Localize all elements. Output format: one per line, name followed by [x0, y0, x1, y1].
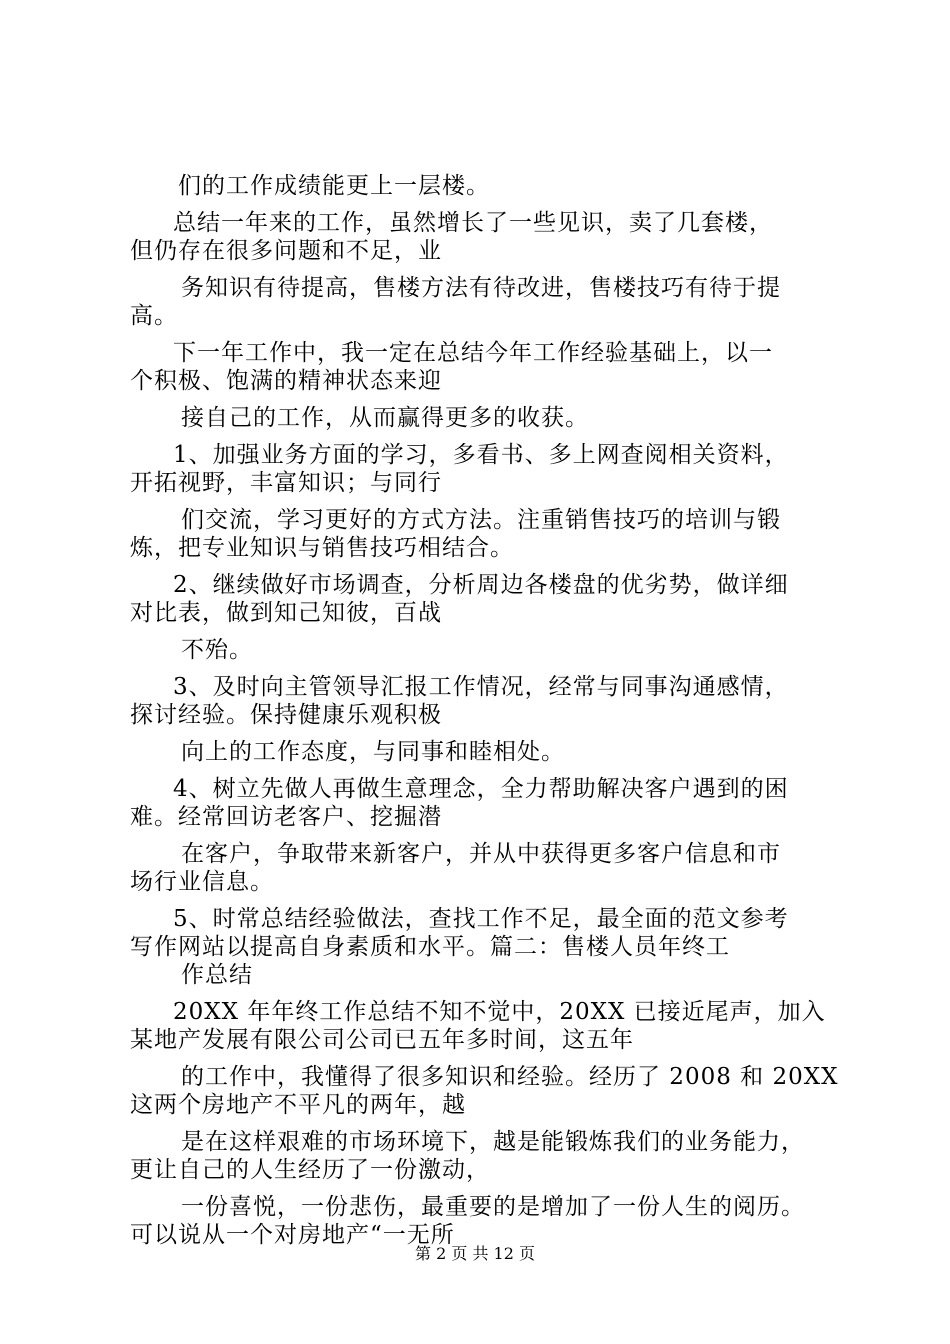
text-line: 的工作中，我懂得了很多知识和经验。经历了 2008 和 20XX [181, 1064, 839, 1090]
text-line: 下一年工作中，我一定在总结今年工作经验基础上，以一 [173, 340, 773, 366]
text-line: 在客户，争取带来新客户，并从中获得更多客户信息和市 [181, 841, 781, 867]
text-line: 不殆。 [181, 637, 253, 663]
text-line: 接自己的工作，从而赢得更多的收获。 [181, 405, 589, 431]
text-line: 3、及时向主管领导汇报工作情况，经常与同事沟通感情， [173, 674, 789, 700]
text-line: 可以说从一个对房地产“一无所 [130, 1222, 455, 1248]
text-line: 写作网站以提高自身素质和水平。篇二：售楼人员年终工 [130, 934, 730, 960]
text-line: 开拓视野，丰富知识；与同行 [130, 470, 442, 496]
text-line: 作总结 [181, 962, 253, 988]
text-line: 更让自己的人生经历了一份激动， [130, 1157, 490, 1183]
text-line: 探讨经验。保持健康乐观积极 [130, 702, 442, 728]
text-line: 向上的工作态度，与同事和睦相处。 [181, 739, 565, 765]
text-line: 某地产发展有限公司公司已五年多时间，这五年 [130, 1027, 634, 1053]
document-body [130, 172, 839, 1249]
text-line: 1、加强业务方面的学习，多看书、多上网查阅相关资料， [173, 442, 789, 468]
text-line: 务知识有待提高，售楼方法有待改进，售楼技巧有待于提 [181, 275, 781, 301]
text-line: 但仍存在很多问题和不足，业 [130, 238, 442, 264]
text-line: 是在这样艰难的市场环境下，越是能锻炼我们的业务能力， [181, 1129, 805, 1155]
text-line: 总结一年来的工作，虽然增长了一些见识，卖了几套楼， [173, 210, 773, 236]
text-line: 一份喜悦，一份悲伤，最重要的是增加了一份人生的阅历。 [181, 1194, 805, 1220]
text-line: 难。经常回访老客户、挖掘潜 [130, 804, 442, 830]
text-line: 对比表，做到知己知彼，百战 [130, 600, 442, 626]
text-line: 4、树立先做人再做生意理念，全力帮助解决客户遇到的困 [173, 776, 789, 802]
text-line: 个积极、饱满的精神状态来迎 [130, 368, 442, 394]
text-line: 炼，把专业知识与销售技巧相结合。 [130, 535, 514, 561]
text-line: 们的工作成绩能更上一层楼。 [178, 173, 490, 199]
text-line: 场行业信息。 [130, 869, 274, 895]
text-line: 2、继续做好市场调查，分析周边各楼盘的优劣势，做详细 [173, 572, 789, 598]
text-line: 们交流，学习更好的方式方法。注重销售技巧的培训与锻 [181, 507, 781, 533]
text-line: 高。 [130, 303, 178, 329]
text-line: 这两个房地产不平凡的两年，越 [130, 1092, 466, 1118]
text-line: 20XX 年年终工作总结不知不觉中，20XX 已接近尾声，加入 [173, 999, 826, 1025]
text-line: 5、时常总结经验做法，查找工作不足，最全面的范文参考 [173, 906, 789, 932]
page-footer: 第 2 页 共 12 页 [415, 1244, 535, 1263]
